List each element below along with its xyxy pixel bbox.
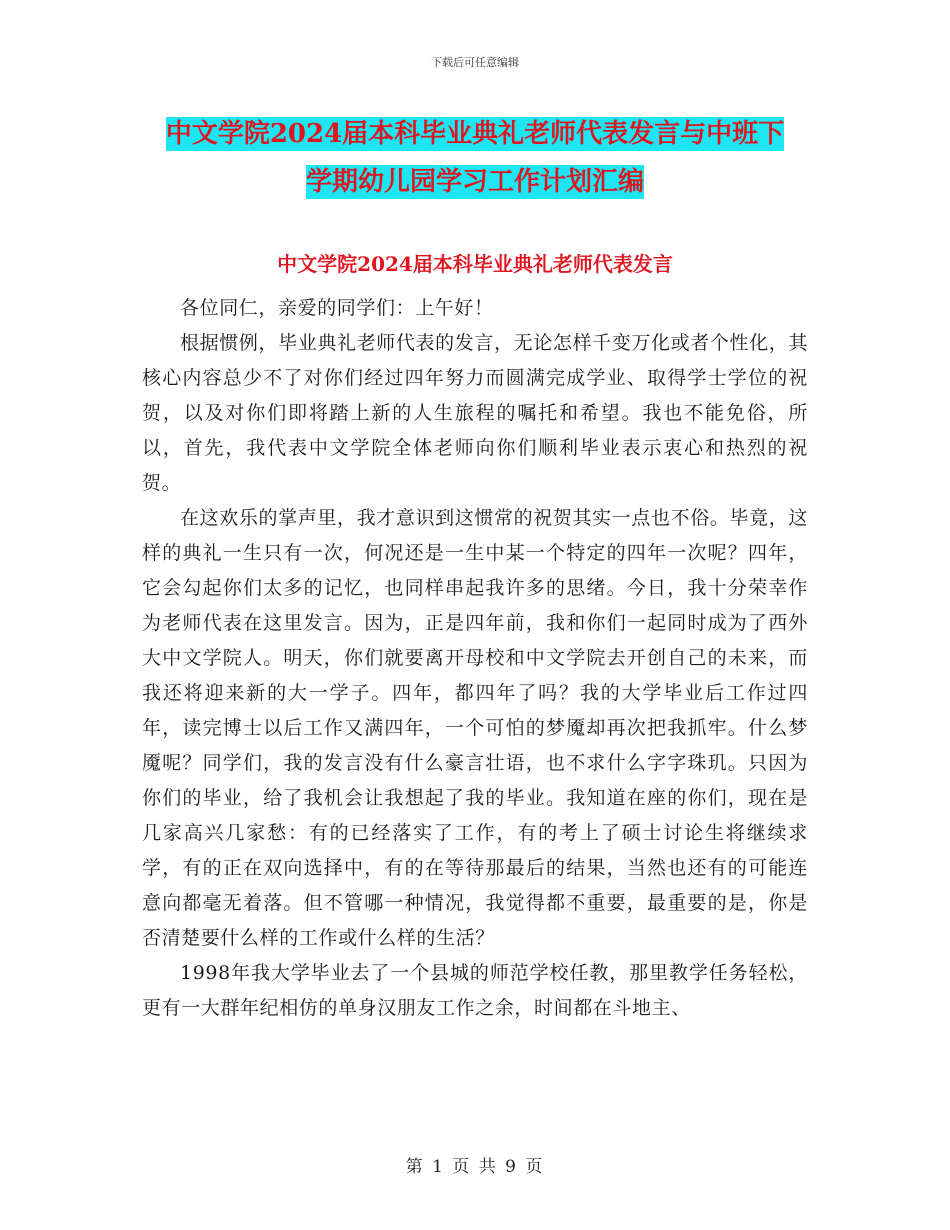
- body-text: [142, 291, 808, 1026]
- document-title-line-2: 学期幼儿园学习工作计划汇编: [305, 167, 644, 197]
- paragraph: 根据惯例，毕业典礼老师代表的发言，无论怎样千变万化或者个性化，其核心内容总少不了对你们经过四年努力而圆满完成学业、取得学士学位的祝贺，以及对你们即将踏上新的人生旅程的嘱托和希望。我也不能免俗，所以，首先，我代表中文学院全体老师向你们顺利毕业表示衷心和热烈的祝贺。: [142, 332, 808, 494]
- page-header-note: 下载后可任意编辑: [431, 56, 519, 69]
- paragraph: 在这欢乐的掌声里，我才意识到这惯常的祝贺其实一点也不俗。毕竟，这样的典礼一生只有一次，何况还是一生中某一个特定的四年一次呢？四年，它会勾起你们太多的记忆，也同样串起我许多的思绪。今日，我十分荣幸作为老师代表在这里发言。因为，正是四年前，我和你们一起同时成为了西外大中文学院人。明天，你们就要离开母校和中文学院去开创自己的未来，而我还将迎来新的大一学子。四年，都四年了吗？我的大学毕业后工作过四年，读完博士以后工作又满四年，一个可怕的梦魇却再次把我抓牢。什么梦魇呢？同学们，我的发言没有什么豪言壮语，也不求什么字字珠玑。只因为你们的毕业，给了我机会让我想起了我的毕业。我知道在座的你们，现在是几家高兴几家愁：有的已经落实了工作，有的考上了硕士讨论生将继续求学，有的正在双向选择中，有的在等待那最后的结果，当然也还有的可能连意向都毫无着落。但不管哪一种情况，我觉得都不重要，最重要的是，你是否清楚要什么样的工作或什么样的生活？: [142, 507, 808, 949]
- paragraph: 1998年我大学毕业去了一个县城的师范学校任教，那里教学任务轻松，更有一大群年纪相仿的单身汉朋友工作之余，时间都在斗地主、: [142, 962, 808, 1019]
- paragraph-greeting: 各位同仁，亲爱的同学们：上午好！: [180, 297, 494, 319]
- document-title-line-1: 中文学院2024届本科毕业典礼老师代表发言与中班下: [165, 119, 785, 149]
- section-title: 中文学院2024届本科毕业典礼老师代表发言: [277, 252, 673, 276]
- document-title: [140, 110, 810, 206]
- page-number-footer: 第 1 页 共 9 页: [405, 1157, 545, 1177]
